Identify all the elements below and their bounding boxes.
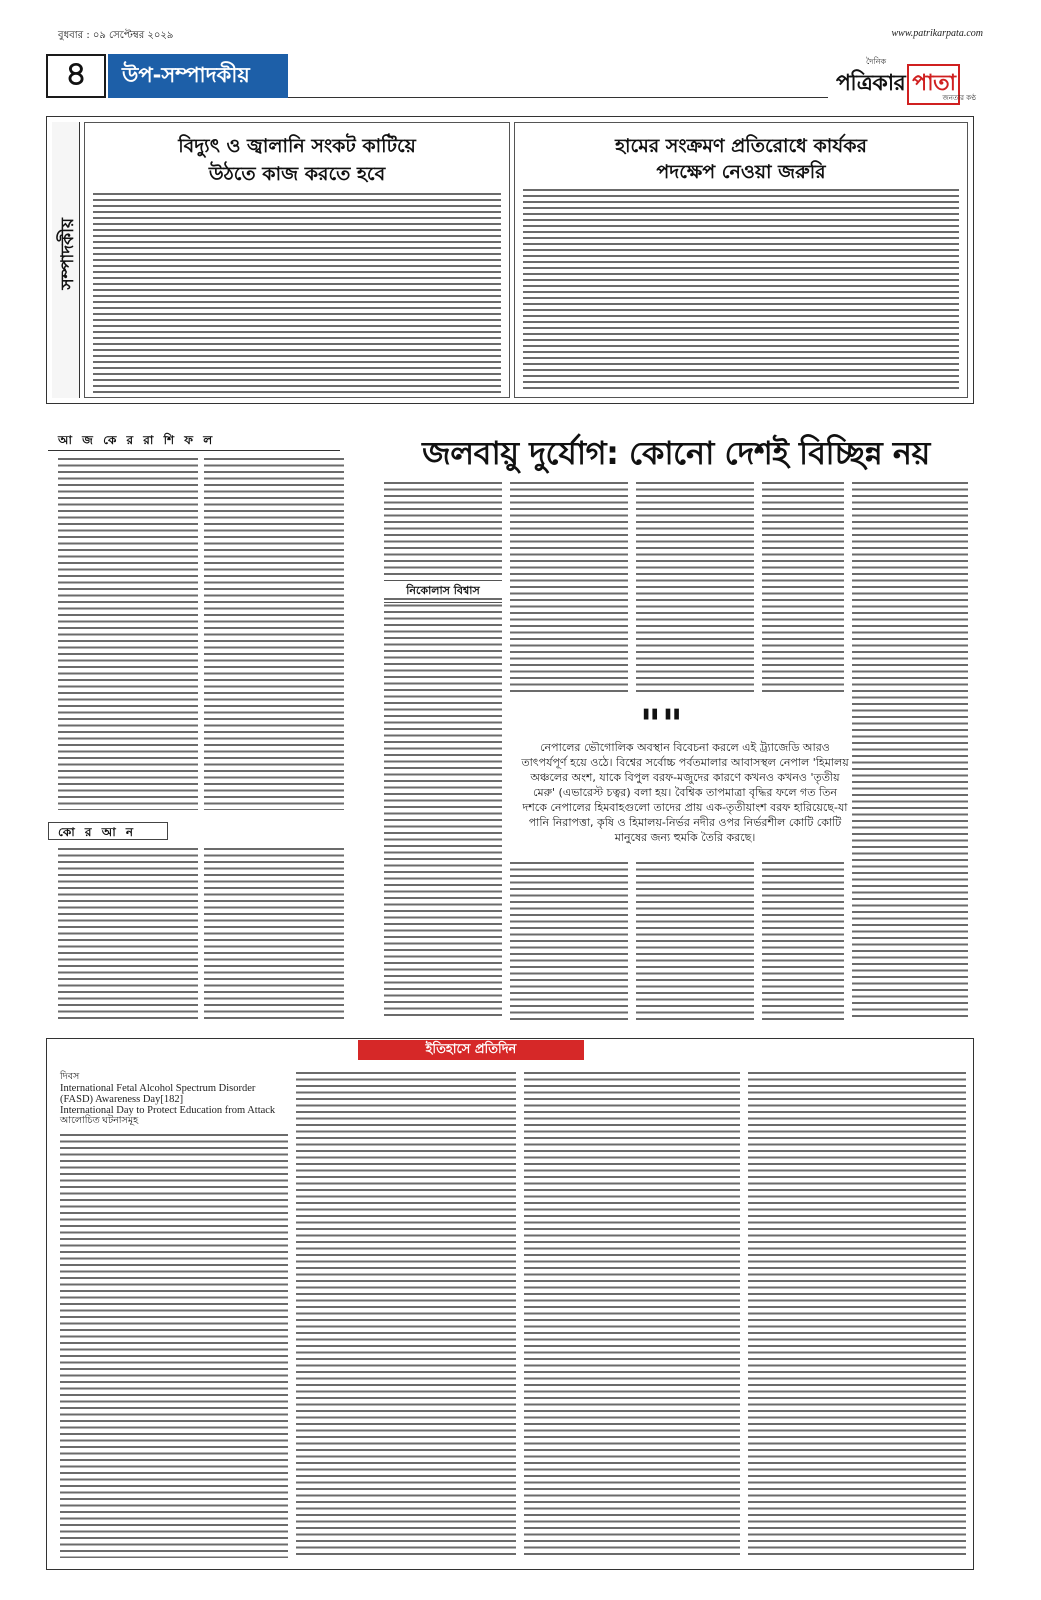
editorial-tab-label: সম্পাদকীয় — [58, 218, 78, 290]
article-col4-bottom — [762, 862, 844, 1020]
history-title: ইতিহাসে প্রতিদিন — [358, 1040, 584, 1060]
history-col2 — [296, 1072, 516, 1558]
editorial-right-body — [523, 189, 959, 389]
article-byline: নিকোলাস বিশ্বাস — [384, 580, 502, 603]
history-intro-day-label: দিবস — [60, 1072, 80, 1082]
horoscope-body-col2 — [204, 458, 344, 810]
horoscope-body-col1 — [58, 458, 198, 810]
quran-title: কো র আ ন — [58, 825, 137, 839]
main-headline: জলবায়ু দুর্যোগ: কোনো দেশই বিচ্ছিন্ন নয় — [422, 434, 930, 472]
history-intro — [60, 1072, 292, 1127]
horoscope-title: আ জ কে র রা শি ফ ল — [58, 433, 216, 447]
article-col1-top — [384, 482, 502, 576]
header-divider — [288, 97, 828, 98]
section-title: উপ-সম্পাদকীয় — [108, 54, 288, 98]
article-col1-body — [384, 598, 502, 1020]
article-col4-top — [762, 482, 844, 696]
history-col3 — [524, 1072, 740, 1558]
history-col4 — [748, 1072, 966, 1558]
logo-prefix: দৈনিক — [866, 57, 887, 66]
issue-date: বুধবার : ০৯ সেপ্টেম্বর ২০২৯ — [58, 30, 174, 41]
website-url[interactable]: www.patrikarpata.com — [891, 28, 983, 39]
editorial-left-body — [93, 193, 501, 393]
article-col5 — [852, 482, 968, 1020]
logo-word: পত্রিকার — [836, 71, 906, 96]
editorial-tab — [52, 122, 80, 398]
history-intro-day-3: International Day to Protect Education from Attack — [60, 1105, 276, 1116]
article-col3-top — [636, 482, 754, 696]
article-col3-bottom — [636, 862, 754, 1020]
pull-quote-text: নেপালের ভৌগোলিক অবস্থান বিবেচনা করলে এই ট্র্যাজেডি আরও তাৎপর্যপূর্ণ হয়ে ওঠে। বিশ্বের সর্বোচ্চ পর্বতমালার আবাসস্থল নেপাল 'হিমালয় অঞ্চলের অংশ, যাকে বিপুল বরফ-মজুদের কারণে কখনও কখনও 'তৃতীয় মেরু' (এভারেস্ট চত্বর) বলা হয়। বৈশ্বিক তাপমাত্রা বৃদ্ধির ফলে গত তিন দশকে নেপালের হিমবাহগুলো তাদের প্রায় এক-তৃতীয়াংশ বরফ হারিয়েছে-যা পানি নিরাপত্তা, কৃষি ও হিমালয়-নির্ভর নদীর ওপর নির্ভরশীল কোটি কোটি মানুষের জন্য হুমকি তৈরি করছে। — [521, 741, 849, 844]
pull-quote-mark: "" — [640, 701, 684, 748]
article-col2-top — [510, 482, 628, 696]
newspaper-logo — [836, 56, 986, 100]
page-number: ৪ — [46, 54, 106, 98]
history-intro-events-label: আলোচিত ঘটনাসমূহ — [60, 1116, 139, 1126]
editorial-left-headline-line2: উঠতে কাজ করতে হবে — [208, 163, 386, 185]
horoscope-divider — [48, 450, 340, 451]
logo-boxed-word: পাতা — [907, 64, 960, 105]
history-col1 — [60, 1134, 288, 1558]
editorial-left-headline-line1: বিদ্যুৎ ও জ্বালানি সংকট কাটিয়ে — [178, 135, 416, 157]
editorial-right-headline-line2: পদক্ষেপ নেওয়া জরুরি — [656, 161, 826, 183]
quran-body-col1 — [58, 848, 198, 1020]
article-col2-bottom — [510, 862, 628, 1020]
history-intro-day-2: (FASD) Awareness Day[182] — [60, 1094, 184, 1105]
editorial-right-headline-line1: হামের সংক্রমণ প্রতিরোধে কার্যকর — [615, 135, 867, 157]
logo-tagline: জনতার কণ্ঠ — [942, 94, 976, 102]
quran-body-col2 — [204, 848, 344, 1020]
editorial-right-column — [514, 122, 968, 398]
editorial-left-column — [84, 122, 510, 398]
history-intro-day-1: International Fetal Alcohol Spectrum Disorder — [60, 1083, 256, 1094]
